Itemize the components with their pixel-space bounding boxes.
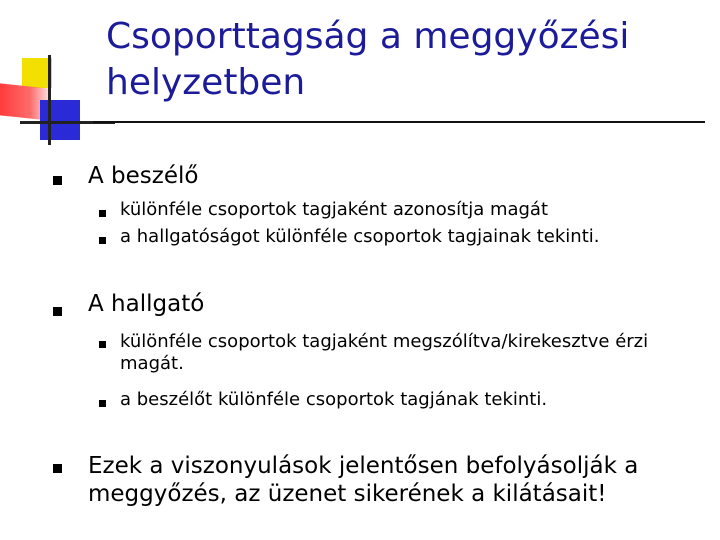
- sub-bullet-text: a beszélőt különféle csoportok tagjának tekinti.: [120, 389, 548, 410]
- square-bullet-icon: [99, 237, 106, 244]
- bullet-text: A beszélő: [88, 163, 199, 189]
- square-bullet-icon: [53, 307, 62, 316]
- sub-bullet-text: a hallgatóságot különféle csoportok tagjainak tekinti.: [120, 226, 600, 247]
- sub-bullet-text: különféle csoportok tagjaként megszólítva/kirekesztve érzi magát.: [120, 331, 649, 374]
- square-bullet-icon: [53, 176, 62, 185]
- bullet-text: A hallgató: [88, 291, 205, 317]
- sub-bullet-text: különféle csoportok tagjaként azonosítja magát: [120, 199, 549, 220]
- bullet-text: Ezek a viszonyulások jelentősen befolyásolják a meggyőzés, az üzenet sikerének a kilátásait!: [88, 453, 639, 507]
- square-bullet-icon: [99, 341, 106, 348]
- square-bullet-icon: [53, 464, 62, 473]
- square-bullet-icon: [99, 400, 106, 407]
- square-bullet-icon: [99, 210, 106, 217]
- slide-title: Csoporttagság a meggyőzési helyzetben: [106, 16, 630, 103]
